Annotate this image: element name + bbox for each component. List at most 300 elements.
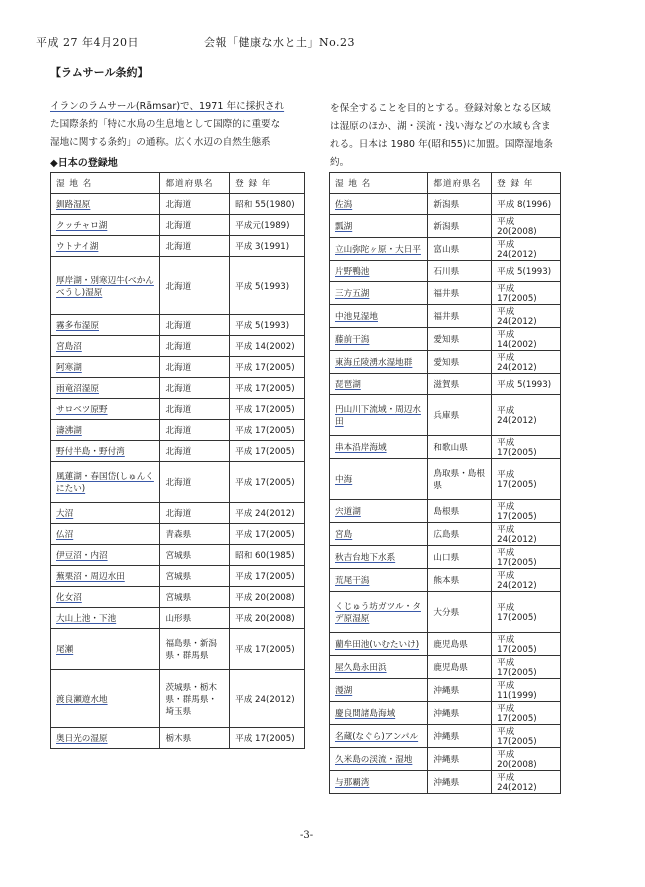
wetland-name-cell-text: 奥日光の湿原 (56, 734, 108, 744)
wetland-name-cell (51, 357, 160, 378)
registration-year-cell (492, 633, 561, 656)
table-row (51, 378, 305, 399)
registration-year-cell-text: 平成 24(2012) (235, 694, 295, 705)
registration-year-cell (492, 374, 561, 395)
prefecture-cell-text: 北海道 (165, 342, 192, 352)
table-row (330, 725, 561, 748)
wetland-name-cell (330, 592, 428, 633)
wetland-name-cell (330, 523, 428, 546)
prefecture-cell-text: 石川県 (433, 267, 460, 277)
wetland-name-cell-text: 藺牟田池(いむたいけ) (335, 640, 420, 650)
registration-year-cell (230, 336, 305, 357)
prefecture-cell-text: 北海道 (165, 363, 192, 373)
registration-year-cell-text: 平成 8(1996) (497, 200, 552, 210)
registration-year-cell-text: 平成 17(2005) (497, 470, 537, 490)
prefecture-cell-text: 沖縄県 (433, 778, 460, 788)
wetland-name-cell (330, 546, 428, 569)
prefecture-cell-text: 山形県 (165, 614, 192, 624)
prefecture-cell-text: 北海道 (165, 478, 192, 488)
prefecture-cell (160, 315, 230, 336)
wetland-name-cell (330, 194, 428, 215)
prefecture-cell (160, 399, 230, 420)
page-number: -3- (300, 830, 314, 841)
table-row (51, 441, 305, 462)
table-row (330, 436, 561, 459)
registration-year-cell-text: 平成元(1989) (235, 221, 290, 231)
wetland-name-cell-text: 琵琶湖 (335, 380, 361, 390)
registration-year-cell (230, 728, 305, 749)
prefecture-cell (160, 566, 230, 587)
registration-year-cell (230, 462, 305, 503)
registration-year-cell (492, 395, 561, 436)
prefecture-cell (160, 670, 230, 728)
wetland-table-left (50, 172, 305, 749)
registration-year-cell-text: 平成 24(2012) (497, 525, 537, 545)
intro-line: イランのラムサール(Rāmsar)で、1971 年に採択され (50, 101, 285, 112)
registration-year-cell-text: 平成 17(2005) (235, 384, 295, 394)
prefecture-cell-text: 北海道 (165, 200, 192, 210)
table-row (330, 305, 561, 328)
wetland-name-cell (330, 679, 428, 702)
wetland-name-cell-text: 佐潟 (335, 200, 353, 210)
registration-year-cell-text: 平成 17(2005) (497, 603, 537, 623)
table-row (330, 374, 561, 395)
table-row (330, 238, 561, 261)
wetland-name-cell-text: 尾瀬 (56, 645, 74, 655)
prefecture-cell (428, 523, 492, 546)
registration-year-cell-text: 平成 24(2012) (497, 307, 537, 327)
prefecture-cell-text: 北海道 (165, 384, 192, 394)
wetland-name-cell-text: 中池見湿地 (335, 312, 378, 322)
wetland-name-cell (330, 215, 428, 238)
registration-year-cell-text: 平成 3(1991) (235, 242, 290, 252)
wetland-name-cell (51, 378, 160, 399)
registration-year-cell (230, 420, 305, 441)
wetland-name-cell (330, 656, 428, 679)
table-row (330, 569, 561, 592)
prefecture-cell (428, 748, 492, 771)
prefecture-cell (428, 374, 492, 395)
table-row (51, 257, 305, 315)
registration-year-cell (492, 500, 561, 523)
header-date: 平成 27 年4月20日 (36, 36, 139, 49)
registration-year-cell (492, 771, 561, 794)
prefecture-cell-text: 山口県 (433, 553, 460, 563)
wetland-name-cell-text: 久米島の渓流・湿地 (335, 755, 413, 765)
table-row (51, 315, 305, 336)
prefecture-cell (428, 592, 492, 633)
table-row (51, 236, 305, 257)
wetland-name-cell (330, 261, 428, 282)
registration-year-cell-text: 平成 24(2012) (497, 353, 537, 373)
prefecture-cell-text: 北海道 (165, 242, 192, 252)
wetland-name-cell-text: 宮島沼 (56, 342, 82, 352)
prefecture-cell-text: 北海道 (165, 405, 192, 415)
registration-year-cell-text: 平成 17(2005) (235, 363, 295, 373)
wetland-name-cell-text: 慶良間諸島海域 (335, 709, 396, 719)
column-header-prefecture: 都道府県名 (428, 173, 492, 194)
prefecture-cell (160, 545, 230, 566)
prefecture-cell-text: 北海道 (165, 321, 192, 331)
prefecture-cell (160, 462, 230, 503)
prefecture-cell-text: 沖縄県 (433, 709, 460, 719)
wetland-name-cell-text: クッチャロ湖 (56, 221, 108, 231)
table-row (330, 328, 561, 351)
registration-year-cell-text: 平成 24(2012) (497, 773, 537, 793)
registration-year-cell-text: 平成 20(2008) (235, 614, 295, 624)
wetland-name-cell (330, 305, 428, 328)
intro-line: れる。日本は 1980 年(昭和55)に加盟。国際湿地条 (330, 139, 553, 150)
table-row (51, 545, 305, 566)
registration-year-cell (492, 546, 561, 569)
prefecture-cell-text: 北海道 (165, 281, 192, 292)
prefecture-cell-text: 北海道 (165, 221, 192, 231)
registration-year-cell (492, 702, 561, 725)
registration-year-cell (230, 399, 305, 420)
wetland-name-cell (51, 336, 160, 357)
prefecture-cell (428, 282, 492, 305)
prefecture-cell (160, 257, 230, 315)
registration-year-cell-text: 昭和 60(1985) (235, 551, 295, 561)
table-row (330, 261, 561, 282)
wetland-name-cell (51, 670, 160, 728)
wetland-table-right (329, 172, 561, 794)
table-row (51, 194, 305, 215)
registration-year-cell-text: 平成 17(2005) (497, 438, 537, 458)
wetland-name-cell-text: 宍道湖 (335, 507, 361, 517)
prefecture-cell-text: 栃木県 (165, 734, 192, 744)
registration-year-cell (492, 679, 561, 702)
wetland-name-cell (51, 215, 160, 236)
wetland-name-cell-text: 霧多布湿原 (56, 321, 99, 331)
column-header-name: 湿 地 名 (51, 173, 160, 194)
prefecture-cell-text: 福井県 (433, 312, 460, 322)
registration-year-cell (230, 315, 305, 336)
prefecture-cell (160, 378, 230, 399)
prefecture-cell (428, 656, 492, 679)
table-header-row (51, 173, 305, 194)
wetland-name-cell-text: ウトナイ湖 (56, 242, 99, 252)
prefecture-cell (160, 629, 230, 670)
table-row (51, 336, 305, 357)
table-row (330, 351, 561, 374)
prefecture-cell (428, 546, 492, 569)
registration-year-cell-text: 平成 11(1999) (497, 681, 537, 701)
registration-year-cell-text: 平成 5(1993) (497, 380, 552, 390)
wetland-name-cell (51, 524, 160, 545)
wetland-name-cell-text: 厚岸湖・別寒辺牛(べかんべうし)湿原 (56, 275, 154, 298)
prefecture-cell (428, 702, 492, 725)
wetland-name-cell-text: 瓢湖 (335, 222, 353, 232)
table-row (330, 395, 561, 436)
prefecture-cell (160, 336, 230, 357)
wetland-name-cell (330, 633, 428, 656)
prefecture-cell-text: 宮城県 (165, 551, 192, 561)
prefecture-cell-text: 新潟県 (433, 222, 460, 232)
table-row (51, 215, 305, 236)
prefecture-cell-text: 北海道 (165, 447, 192, 457)
wetland-name-cell (51, 399, 160, 420)
registration-year-cell (492, 748, 561, 771)
prefecture-cell (160, 728, 230, 749)
registration-year-cell-text: 平成 5(1993) (235, 321, 290, 331)
registration-year-cell (230, 378, 305, 399)
registration-year-cell (230, 257, 305, 315)
registration-year-cell-text: 平成 17(2005) (235, 478, 295, 488)
prefecture-cell (428, 305, 492, 328)
wetland-name-cell-text: 雨竜沼湿原 (56, 384, 99, 394)
registration-year-cell-text: 平成 17(2005) (235, 530, 295, 540)
table-row (51, 670, 305, 728)
prefecture-cell (428, 459, 492, 500)
wetland-name-cell (330, 282, 428, 305)
registration-year-cell-text: 昭和 55(1980) (235, 200, 295, 210)
prefecture-cell-text: 青森県 (165, 530, 192, 540)
registration-year-cell (230, 503, 305, 524)
table-row (330, 215, 561, 238)
wetland-name-cell-text: 風蓮湖・春国岱(しゅんくにたい) (56, 472, 154, 494)
wetland-name-cell (51, 587, 160, 608)
registration-year-cell (230, 357, 305, 378)
registration-year-cell (492, 261, 561, 282)
registration-year-cell-text: 平成 17(2005) (235, 645, 295, 655)
registration-year-cell (492, 215, 561, 238)
table-row (330, 194, 561, 215)
intro-paragraph-right (330, 100, 570, 172)
table-row (330, 546, 561, 569)
prefecture-cell (428, 215, 492, 238)
registration-year-cell-text: 平成 14(2002) (497, 330, 537, 350)
wetland-name-cell (51, 503, 160, 524)
wetland-name-cell-text: 屋久島永田浜 (335, 663, 387, 673)
wetland-name-cell (330, 374, 428, 395)
wetland-name-cell (51, 462, 160, 503)
table-row (51, 587, 305, 608)
wetland-name-cell-text: 荒尾干潟 (335, 576, 370, 586)
wetland-name-cell (51, 194, 160, 215)
wetland-name-cell (51, 315, 160, 336)
prefecture-cell-text: 兵庫県 (433, 411, 460, 421)
registration-year-cell (492, 282, 561, 305)
wetland-name-cell-text: サロベツ原野 (56, 405, 108, 415)
wetland-name-cell-text: 伊豆沼・内沼 (56, 551, 108, 561)
prefecture-cell-text: 和歌山県 (433, 443, 468, 453)
wetland-name-cell-text: 野付半島・野付湾 (56, 447, 125, 457)
wetland-name-cell (51, 629, 160, 670)
intro-line: 湿地に関する条約」の通称。広く水辺の自然生態系 (50, 137, 271, 148)
prefecture-cell (428, 679, 492, 702)
registration-year-cell-text: 平成 17(2005) (497, 548, 537, 568)
wetland-name-cell-text: 渡良瀬遊水地 (56, 694, 108, 705)
section-title: 【ラムサール条約】 (50, 66, 149, 79)
registration-year-cell (492, 656, 561, 679)
registration-year-cell (492, 592, 561, 633)
table-row (330, 459, 561, 500)
registration-year-cell-text: 平成 17(2005) (497, 502, 537, 522)
prefecture-cell (428, 395, 492, 436)
wetland-name-cell (330, 725, 428, 748)
wetland-name-cell-text: 三方五湖 (335, 289, 370, 299)
registration-year-cell-text: 平成 17(2005) (497, 727, 537, 747)
registration-year-cell-text: 平成 17(2005) (497, 704, 537, 724)
registration-year-cell-text: 平成 24(2012) (235, 509, 295, 519)
registration-year-cell (492, 328, 561, 351)
wetland-name-cell-text: 阿寒湖 (56, 363, 82, 373)
prefecture-cell-text: 福島県・新潟県・群馬県 (165, 639, 218, 661)
registration-year-cell-text: 平成 17(2005) (235, 405, 295, 415)
prefecture-cell (160, 194, 230, 215)
registration-year-cell (492, 194, 561, 215)
prefecture-cell-text: 広島県 (433, 530, 460, 540)
prefecture-cell-text: 愛知県 (433, 358, 460, 368)
column-header-prefecture: 都道府県名 (160, 173, 230, 194)
registration-year-cell (492, 725, 561, 748)
registration-year-cell-text: 平成 20(2008) (497, 750, 537, 770)
wetland-name-cell-text: 立山弥陀ヶ原・大日平 (335, 245, 421, 255)
table-row (330, 282, 561, 305)
wetland-name-cell-text: 仏沼 (56, 530, 74, 540)
registration-year-cell (492, 523, 561, 546)
prefecture-cell-text: 宮城県 (165, 593, 192, 603)
wetland-name-cell (51, 441, 160, 462)
wetland-name-cell-text: 濤沸湖 (56, 426, 82, 436)
prefecture-cell (428, 500, 492, 523)
prefecture-cell (160, 441, 230, 462)
prefecture-cell-text: 北海道 (165, 509, 192, 519)
prefecture-cell-text: 沖縄県 (433, 732, 460, 742)
registration-year-cell (230, 545, 305, 566)
prefecture-cell-text: 福井県 (433, 289, 460, 299)
wetland-name-cell (51, 728, 160, 749)
prefecture-cell-text: 茨城県・栃木県・群馬県・埼玉県 (165, 682, 218, 717)
registration-year-cell-text: 平成 17(2005) (235, 734, 295, 744)
prefecture-cell-text: 鹿児島県 (433, 640, 468, 650)
table-row (51, 503, 305, 524)
table-row (330, 771, 561, 794)
wetland-name-cell (51, 608, 160, 629)
registration-year-cell-text: 平成 17(2005) (235, 426, 295, 436)
prefecture-cell (428, 771, 492, 794)
wetland-name-cell-text: 与那覇湾 (335, 778, 370, 788)
table-row (330, 592, 561, 633)
prefecture-cell-text: 沖縄県 (433, 686, 460, 696)
table-row (51, 728, 305, 749)
wetland-name-cell-text: 漫湖 (335, 686, 353, 696)
registration-year-cell (230, 670, 305, 728)
intro-line: た国際条約「特に水鳥の生息地として国際的に重要な (50, 119, 281, 130)
wetland-name-cell-text: 化女沼 (56, 593, 82, 603)
wetland-name-cell (330, 748, 428, 771)
registration-year-cell-text: 平成 20(2008) (497, 217, 537, 237)
wetland-name-cell (330, 328, 428, 351)
registration-year-cell (492, 351, 561, 374)
registration-year-cell-text: 平成 24(2012) (497, 571, 537, 591)
wetland-name-cell (330, 702, 428, 725)
wetland-name-cell-text: 片野鴨池 (335, 267, 370, 277)
prefecture-cell (160, 503, 230, 524)
prefecture-cell (428, 351, 492, 374)
registration-year-cell (492, 238, 561, 261)
wetland-name-cell (51, 236, 160, 257)
wetland-name-cell (330, 771, 428, 794)
prefecture-cell-text: 大分県 (433, 608, 460, 618)
prefecture-cell-text: 新潟県 (433, 200, 460, 210)
registration-year-cell-text: 平成 24(2012) (497, 406, 537, 426)
prefecture-cell (160, 236, 230, 257)
prefecture-cell (160, 587, 230, 608)
wetland-name-cell (330, 436, 428, 459)
wetland-name-cell-text: くじゅう坊ガツル・タデ原湿原 (335, 602, 421, 624)
prefecture-cell (160, 420, 230, 441)
registration-year-cell (230, 629, 305, 670)
table-row (51, 420, 305, 441)
table-row (330, 523, 561, 546)
registration-year-cell-text: 平成 17(2005) (235, 447, 295, 457)
registration-year-cell (230, 608, 305, 629)
column-header-name: 湿 地 名 (330, 173, 428, 194)
table-row (51, 566, 305, 587)
column-header-year: 登 録 年 (492, 173, 561, 194)
prefecture-cell-text: 沖縄県 (433, 755, 460, 765)
prefecture-cell-text: 北海道 (165, 426, 192, 436)
registration-year-cell-text: 平成 17(2005) (497, 658, 537, 678)
prefecture-cell (428, 569, 492, 592)
registration-year-cell (230, 566, 305, 587)
wetland-name-cell-text: 円山川下流域・周辺水田 (335, 405, 421, 427)
registration-year-cell-text: 平成 17(2005) (497, 635, 537, 655)
registration-year-cell-text: 平成 17(2005) (235, 572, 295, 582)
prefecture-cell (428, 328, 492, 351)
registration-year-cell-text: 平成 24(2012) (497, 240, 537, 260)
prefecture-cell-text: 島根県 (433, 507, 460, 517)
table-row (51, 357, 305, 378)
registration-year-cell-text: 平成 5(1993) (235, 281, 290, 292)
prefecture-cell-text: 富山県 (433, 245, 460, 255)
registration-year-cell (230, 236, 305, 257)
column-header-year: 登 録 年 (230, 173, 305, 194)
wetland-name-cell-text: 東海丘陵湧水湿地群 (335, 358, 413, 368)
registration-year-cell (230, 194, 305, 215)
table-row (330, 633, 561, 656)
table-header-row (330, 173, 561, 194)
table-row (51, 524, 305, 545)
registration-year-cell (230, 441, 305, 462)
wetland-name-cell (51, 257, 160, 315)
wetland-name-cell (330, 500, 428, 523)
registration-year-cell (230, 587, 305, 608)
table-row (330, 748, 561, 771)
registration-year-cell-text: 平成 20(2008) (235, 593, 295, 603)
table-row (330, 656, 561, 679)
wetland-name-cell-text: 釧路湿原 (56, 200, 91, 210)
prefecture-cell-text: 鳥取県・島根県 (433, 469, 485, 491)
prefecture-cell-text: 愛知県 (433, 335, 460, 345)
registration-year-cell (492, 569, 561, 592)
intro-line: 約。 (330, 157, 350, 168)
registration-year-cell (230, 524, 305, 545)
prefecture-cell (428, 238, 492, 261)
intro-line: を保全することを目的とする。登録対象となる区域 (330, 103, 551, 114)
prefecture-cell (428, 633, 492, 656)
table-row (51, 608, 305, 629)
registration-year-cell (230, 215, 305, 236)
wetland-name-cell-text: 串本沿岸海域 (335, 443, 387, 453)
wetland-name-cell (330, 569, 428, 592)
registration-year-cell-text: 平成 14(2002) (235, 342, 295, 352)
wetland-name-cell-text: 中海 (335, 475, 353, 485)
wetland-name-cell-text: 宮島 (335, 530, 353, 540)
prefecture-cell-text: 熊本県 (433, 576, 460, 586)
